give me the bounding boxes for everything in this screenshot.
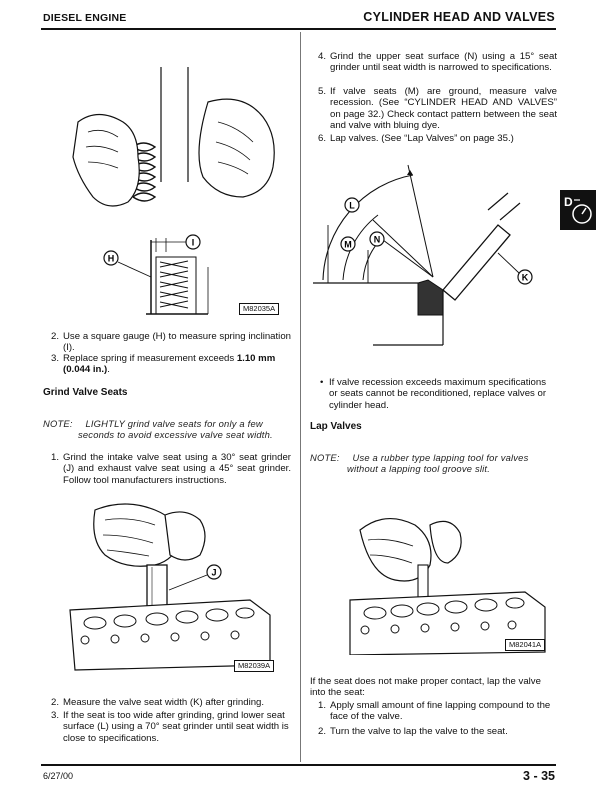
footer-rule bbox=[41, 764, 556, 766]
note-text-1: Use a rubber type lapping tool for valves bbox=[352, 452, 529, 463]
step-number: 1. bbox=[51, 452, 60, 463]
note-text-1: LIGHTLY grind valve seats for only a few bbox=[85, 418, 263, 429]
step-number: 4. bbox=[318, 51, 327, 62]
svg-text:H: H bbox=[107, 253, 115, 264]
step-text: If valve seats (M) are ground, measure valve recession. (See “CYLINDER HEAD AND VALVES” on page 32.) Check contact pattern between the seat and valve with bluing dye. bbox=[330, 86, 557, 131]
step-text: Grind the intake valve seat using a 30° seat grinder (J) and exhaust valve seat using a 45° seat grinder. Follow tool manufacturers instructions. bbox=[63, 452, 291, 486]
lap-step-1 bbox=[318, 700, 558, 723]
svg-text:L: L bbox=[349, 200, 355, 211]
step-number: 6. bbox=[318, 133, 327, 144]
note-grind bbox=[43, 418, 293, 441]
step-text: Lap valves. (See “Lap Valves” on page 35.) bbox=[330, 133, 514, 144]
figure-id-4: M82041A bbox=[505, 639, 545, 651]
step-text: Apply small amount of fine lapping compound to the face of the valve. bbox=[330, 700, 551, 723]
svg-text:J: J bbox=[211, 567, 217, 578]
step-text: Replace spring if measurement exceeds bbox=[63, 353, 237, 364]
bullet-text: If valve recession exceeds maximum specifications or seats cannot be reconditioned, replace valves or cylinder head. bbox=[329, 377, 547, 411]
step-3-grind-lower-seat bbox=[51, 710, 295, 744]
step-text: Grind the upper seat surface (N) using a 15° seat grinder until seat width is narrowed to specifications. bbox=[330, 51, 557, 74]
step-5-measure-recession bbox=[318, 86, 557, 131]
step-number: 1. bbox=[318, 700, 327, 711]
note-text-2: seconds to avoid excessive valve seat width. bbox=[78, 429, 273, 441]
step-2-measure-seat-width bbox=[51, 697, 297, 708]
lapping-tool-figure bbox=[340, 505, 555, 655]
header-rule bbox=[41, 28, 556, 30]
spring-inclination-figure bbox=[48, 62, 288, 317]
svg-text:K: K bbox=[521, 272, 529, 283]
svg-text:I: I bbox=[191, 237, 195, 248]
seat-angle-figure bbox=[308, 155, 548, 355]
step-text: If the seat is too wide after grinding, grind lower seat surface (L) using a 70° seat grinder until seat width is close to specifications. bbox=[63, 710, 289, 744]
section-title: DIESEL ENGINE bbox=[43, 12, 127, 24]
step-1-grind-intake bbox=[51, 452, 291, 486]
heading-grind-valve-seats: Grind Valve Seats bbox=[43, 387, 128, 398]
lap-intro bbox=[310, 676, 558, 699]
step-text-end: . bbox=[107, 364, 110, 376]
seat-grinder-figure bbox=[55, 495, 295, 675]
note-text-2: without a lapping tool groove slit. bbox=[347, 463, 491, 475]
step-text: Measure the valve seat width (K) after grinding. bbox=[63, 697, 265, 708]
step-6-lap-valves bbox=[318, 133, 557, 144]
intro-text: If the seat does not make proper contact, lap the valve into the seat: bbox=[310, 676, 541, 699]
step-number: 2. bbox=[51, 697, 60, 708]
note-lap bbox=[310, 452, 560, 475]
step-number: 3. bbox=[51, 710, 60, 721]
figure-id-1: M82035A bbox=[239, 303, 279, 315]
step-2-measure-spring bbox=[51, 331, 291, 354]
heading-lap-valves: Lap Valves bbox=[310, 421, 362, 432]
bullet-valve-recession: • If valve recession exceeds maximum specifications or seats cannot be reconditioned, replace valves or cylinder head. bbox=[320, 377, 547, 411]
section-tab-icon bbox=[560, 190, 596, 230]
step-number: 3. bbox=[51, 353, 60, 364]
footer-date: 6/27/00 bbox=[43, 771, 74, 781]
step-number: 2. bbox=[318, 726, 327, 737]
svg-text:N: N bbox=[373, 234, 381, 245]
page-title: CYLINDER HEAD AND VALVES bbox=[363, 10, 555, 24]
step-text: Use a square gauge (H) to measure spring inclination (I). bbox=[63, 331, 291, 354]
note-label: NOTE: bbox=[310, 452, 340, 463]
page-number: 3 - 35 bbox=[523, 769, 555, 783]
column-divider bbox=[300, 32, 301, 762]
step-4-grind-upper-seat bbox=[318, 51, 557, 74]
note-label: NOTE: bbox=[43, 418, 73, 429]
svg-text:M: M bbox=[344, 239, 352, 250]
step-number: 5. bbox=[318, 86, 327, 97]
step-text: Turn the valve to lap the valve to the seat. bbox=[330, 726, 508, 737]
figure-id-2: M82039A bbox=[234, 660, 274, 672]
spec-value: 1.10 mm (0.044 in.) bbox=[63, 353, 276, 376]
step-number: 2. bbox=[51, 331, 60, 342]
svg-text:D: D bbox=[564, 195, 573, 209]
step-3-replace-spring bbox=[51, 353, 297, 376]
lap-step-2 bbox=[318, 726, 558, 737]
